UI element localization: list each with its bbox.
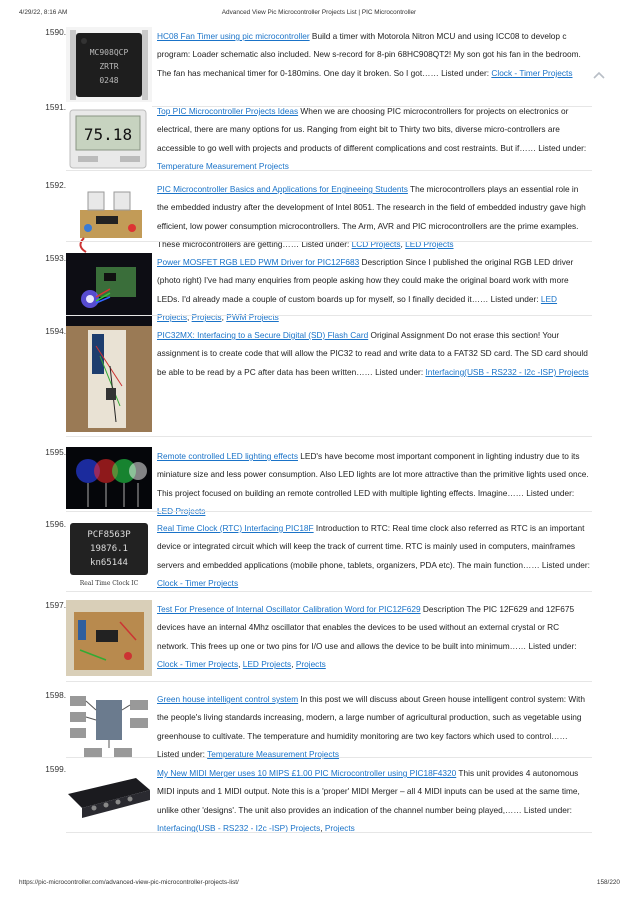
stripboard-image[interactable]	[66, 600, 152, 676]
print-footer	[0, 879, 638, 891]
item-text	[157, 102, 591, 176]
chip-marking: PCF8563P	[87, 530, 131, 540]
category-link[interactable]: Temperature Measurement Projects	[157, 161, 289, 172]
chevron-up-icon[interactable]	[592, 70, 606, 80]
item-description: LED's have become most important component in lighting industry due to its miniature size and less power consumption. Also LED lights are lot more attractive than the primitive lights used once. This project focused on building an remote controlled LED with multiple lighting effects. Imagine…… Listed under:	[157, 451, 589, 498]
separator	[66, 591, 592, 592]
led-lights-image[interactable]	[66, 447, 152, 509]
item-text	[157, 447, 591, 521]
item-number: 1596.	[45, 519, 66, 529]
separator	[66, 511, 592, 512]
rtc-chip-image[interactable]	[66, 519, 152, 589]
separator	[66, 170, 592, 171]
project-link[interactable]: Real Time Clock (RTC) Interfacing PIC18F	[157, 523, 314, 533]
separator	[66, 241, 592, 242]
category-link[interactable]: PWM Projects	[226, 312, 279, 323]
item-number: 1591.	[45, 102, 66, 112]
page-url: https://pic-microcontroller.com/advanced-view-pic-microcontroller-projects-list/	[19, 879, 239, 886]
project-link[interactable]: HC08 Fan Timer using pic microcontroller	[157, 31, 310, 41]
separator	[66, 832, 592, 833]
project-link[interactable]: PIC Microcontroller Basics and Applications for Engineeing Students	[157, 184, 408, 194]
separator	[66, 757, 592, 758]
block-diagram-image[interactable]	[66, 690, 152, 766]
category-link[interactable]: Projects	[191, 312, 222, 323]
rgb-led-board-image[interactable]	[66, 253, 152, 329]
item-description: Description The PIC 12F629 and 12F675 devices have an internal 4Mhz oscillator that enables the devices to be used without an external crystal or RC network. This frees up one or two pins for I/O use and allows the device to be built into minimum…… Listed under:	[157, 604, 577, 651]
category-link[interactable]: LED Projects	[157, 506, 206, 517]
item-text: My New MIDI Merger uses 10 MIPS £1.00 PIC Microcontroller using PIC18F4320 This unit provides 4 autonomous MIDI inputs and 1 MIDI output. Note this is a 'proper' MIDI Merger – all 4 MIDI inputs can be used at the same time, unlike other 'designs'. The unit also provides an indication of the channel number being played,…… Listed under: Interfacing(USB - RS232 - I2c -ISP) Projects, Projects	[157, 768, 580, 834]
item-text	[157, 326, 591, 381]
item-number: 1593.	[45, 253, 66, 263]
chip-image[interactable]	[66, 27, 152, 103]
category-link[interactable]: LCD Projects	[351, 239, 401, 250]
project-link[interactable]: Top PIC Microcontroller Projects Ideas	[157, 106, 299, 116]
project-link[interactable]: PIC32MX: Interfacing to a Secure Digital (SD) Flash Card	[157, 330, 369, 340]
item-description: The microcontrollers plays an essential role in the embedded industry after the development of Intel 8051. The research in the field of embedded industry gave high efficient, low power consumption microcontrollers. The Arm, AVR and PIC microcontrollers are the prime examples. These microcontrollers are getting…… Listed under:	[157, 184, 586, 250]
item-number: 1599.	[45, 764, 66, 774]
item-text	[157, 519, 591, 593]
item-text: Power MOSFET RGB LED PWM Driver for PIC12F683 Description Since I published the original RGB LED driver (photo right) I've had many enquiries from people asking how they could make the original board work with more LEDs. I'd already made a couple of custom boards up for myself, so I finally decided it…… Listed under: LED Projects, Projects, PWM Projects	[157, 257, 574, 323]
item-number: 1590.	[45, 27, 66, 37]
separator	[66, 436, 592, 437]
category-link[interactable]: LED Projects	[157, 293, 558, 323]
chip-marking: 19876.1	[90, 544, 128, 554]
project-link[interactable]: Remote controlled LED lighting effects	[157, 451, 298, 461]
category-link[interactable]: Interfacing(USB - RS232 - I2c -ISP) Projects	[425, 366, 589, 377]
category-link[interactable]: Clock - Timer Projects	[491, 67, 573, 78]
item-description: This unit provides 4 autonomous MIDI inputs and 1 MIDI output. Note this is a 'proper' MIDI Merger – all 4 MIDI inputs can be used at the same time, unlike other 'designs'. The unit also provides an indication of the channel number being played,…… Listed under:	[157, 768, 580, 815]
display-readout: 75.18	[83, 125, 133, 144]
category-link[interactable]: Temperature Measurement Projects	[207, 749, 340, 760]
item-number: 1592.	[45, 180, 66, 190]
category-link[interactable]: Projects	[324, 823, 355, 834]
item-description: In this post we will discuss about Green house intelligent control system: With the people's living standards increasing, modern, a large number of agricultural production, such as vegetable using greenhouse to cultivate. The temperature and humidity monitoring are two key factors which used to control…… Listed under:	[157, 694, 585, 760]
project-link[interactable]: Test For Presence of Internal Oscillator Calibration Word for PIC12F629	[157, 604, 421, 614]
category-link[interactable]: Clock - Timer Projects	[157, 578, 239, 589]
page-number: 158/220	[596, 879, 620, 886]
project-link[interactable]: My New MIDI Merger uses 10 MIPS £1.00 PIC Microcontroller using PIC18F4320	[157, 768, 457, 778]
thermometer-display-image[interactable]	[66, 102, 152, 178]
print-date: 4/29/22, 8:16 AM	[19, 9, 68, 16]
svg-text:ZRTR: ZRTR	[99, 62, 119, 71]
item-text	[157, 27, 591, 82]
separator	[66, 315, 592, 316]
category-link[interactable]: Projects	[295, 659, 326, 670]
item-description: Original Assignment Do not erase this section! Your assignment is to create code that will allow the PIC32 to read and write data to a FAT32 SD card. The SD card should be able to be read by a PC after data has been written…… Listed under:	[157, 330, 588, 377]
chip-marking: kn65144	[90, 558, 128, 568]
page-title: Advanced View Pic Microcontroller Projects List | PIC Microcontroller	[221, 9, 417, 16]
category-link[interactable]: LED Projects	[242, 659, 292, 670]
item-text: Test For Presence of Internal Oscillator Calibration Word for PIC12F629 Description The PIC 12F629 and 12F675 devices have an internal 4Mhz oscillator that enables the devices to be used without an external crystal or RC network. This frees up one or two pins for I/O use and allows the device to be built into minimum…… Listed under: Clock - Timer Projects, LED Projects, Projects	[157, 604, 577, 670]
item-number: 1597.	[45, 600, 66, 610]
item-description: Introduction to RTC: Real time clock also referred as RTC is an important device or integrated circuit which will keep the track of current time. RTC is mainly used in computers, mainframes servers and embedded applications (mobile phone, tablets, organizers, PDA etc). The main function…… Listed under:	[157, 523, 590, 570]
item-description: Description Since I published the original RGB LED driver (photo right) I've had many enquiries from people asking how they could make the original board work with more LEDs. I'd already made a couple of custom boards up for myself, so I finally decided it…… Listed under:	[157, 257, 574, 304]
item-number: 1598.	[45, 690, 66, 700]
svg-text:0248: 0248	[99, 76, 119, 85]
separator	[66, 681, 592, 682]
item-description: When we are choosing PIC microcontrollers for projects on electronics or electrical, there are many options for us. Ranging from eight bit to Thirty two bits, diverse micro-controllers are accessible to go well with projects and products of different complications and cost restraints. But if…… Listed under:	[157, 106, 587, 153]
category-link[interactable]: LED Projects	[405, 239, 454, 250]
category-link[interactable]: Interfacing(USB - RS232 - I2c -ISP) Projects	[157, 823, 321, 834]
item-description: Build a timer with Motorola Nitron MCU and using ICC08 to develop c program: Loader schematic also included. New s-record for 8-pin 68HC908QT2! My son got his fan in the bedroom. The fan has mechanical timer for 0-180mins. One day it broken. So I got…… Listed under:	[157, 31, 581, 78]
midi-box-image[interactable]	[66, 764, 152, 824]
print-header	[0, 9, 638, 21]
image-caption: Real Time Clock IC	[79, 580, 139, 587]
project-link[interactable]: Power MOSFET RGB LED PWM Driver for PIC12F683	[157, 257, 360, 267]
item-text: PIC Microcontroller Basics and Applications for Engineeing Students The microcontrollers plays an essential role in the embedded industry after the development of Intel 8051. The research in the field of embedded industry gave high efficient, low power consumption microcontrollers. The Arm, AVR and PIC microcontrollers are the prime examples. These microcontrollers are getting…… Listed under: LCD Projects, LED Projects	[157, 184, 586, 250]
category-link[interactable]: Clock - Timer Projects	[157, 659, 239, 670]
breadboard-image[interactable]	[66, 326, 152, 432]
item-number: 1594.	[45, 326, 66, 336]
circuit-board-image[interactable]	[66, 180, 152, 256]
item-number: 1595.	[45, 447, 66, 457]
project-link[interactable]: Green house intelligent control system	[157, 694, 299, 704]
item-text	[157, 690, 591, 764]
svg-text:MC908QCP: MC908QCP	[89, 48, 129, 57]
